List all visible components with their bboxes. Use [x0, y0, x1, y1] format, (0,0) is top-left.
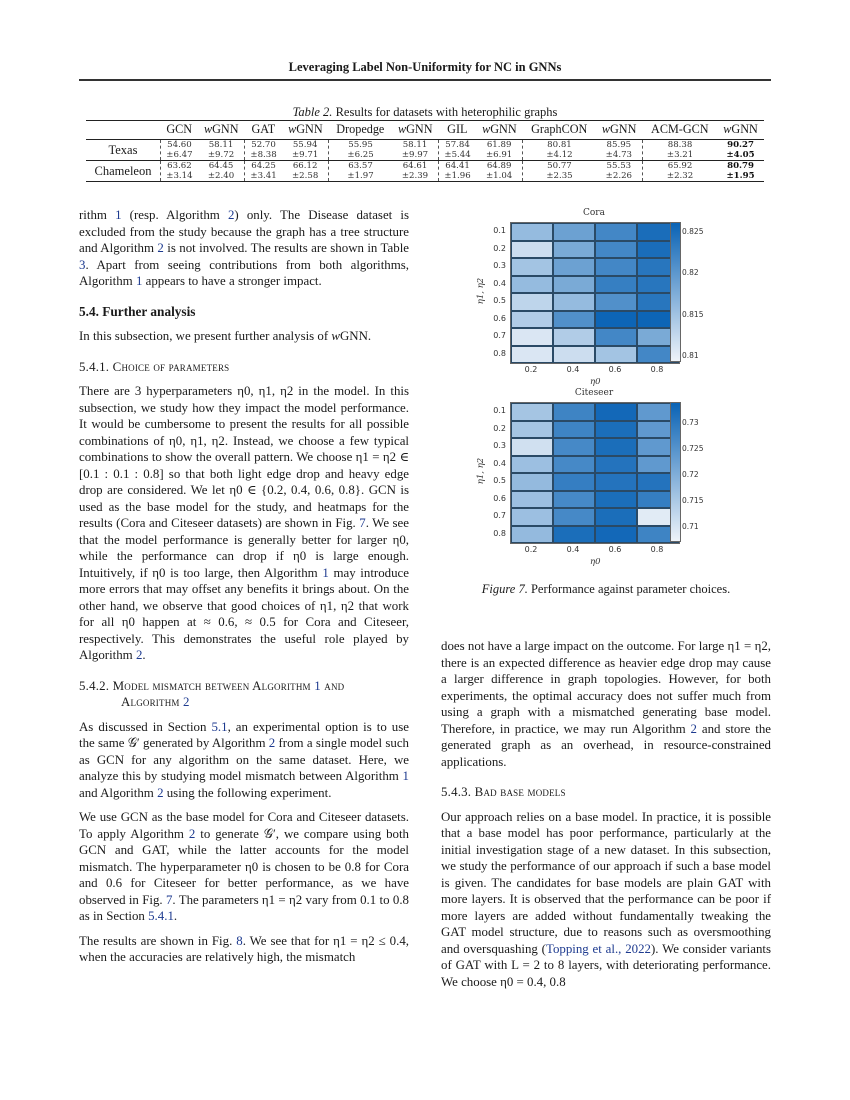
colorbar-tick: 0.725	[682, 443, 704, 453]
table-cell: 52.70 ±8.38	[245, 140, 282, 161]
heatmap-cell	[595, 328, 637, 346]
heatmap-cell	[595, 473, 637, 491]
colorbar-tick: 0.715	[682, 495, 704, 505]
heatmap-cell	[553, 438, 595, 456]
citation-link[interactable]: Topping et al., 2022	[545, 941, 651, 956]
heatmap-grid	[510, 222, 680, 364]
heatmap-cell	[511, 241, 553, 259]
ref-link[interactable]: 2	[268, 736, 276, 750]
heatmap-cell	[595, 346, 637, 364]
heatmap-cell	[553, 223, 595, 241]
y-tick: 0.1	[493, 226, 506, 235]
heatmap-grid	[510, 402, 680, 544]
colorbar-tick: 0.825	[682, 226, 704, 236]
heatmap-cell	[553, 526, 595, 544]
y-tick: 0.5	[493, 296, 506, 305]
col-header: wGNN	[723, 122, 758, 136]
ref-link[interactable]: 1	[322, 565, 329, 580]
col-header: wGNN	[601, 122, 637, 136]
x-tick: 0.2	[524, 365, 538, 374]
paragraph: There are 3 hyperparameters η0, η1, η2 in the model. In this subsection, we study how they impact the model performance. It would be cumbersome to present the results for all possible combinations of η0, η1, η2. Instead, we choose a few typical combinations to show the overall pattern. We choose η1 = η2 ∈ [0.1 : 0.1 : 0.8] so that both light edge drop and heavy edge drop are considered. We let η0 ∈ {0.2, 0.4, 0.6, 0.8}. GCN is used as the base model for the study, and heatmaps for the results (Cora and Citeseer datasets) are shown in Fig. 7. We see that the model performance is generally better for larger η0, while the performance can drop if η0 is large enough. Intuitively, if η0 is too large, then Algorithm 1 may introduce more errors that may offset any benefits it brings about. On the other hand, we observe that good choices of η1, η2 that work for all η0 happen at ≈ 0.6, ≈ 0.5 for Cora and Citeseer, respectively. This demonstrates the useful role played by Algorithm 2.	[79, 384, 409, 662]
ref-link[interactable]: 2	[183, 695, 190, 709]
table-corner	[86, 121, 161, 140]
col-header: wGNN	[482, 122, 517, 136]
table-cell: 54.60 ±6.47	[161, 140, 198, 161]
colorbar-tick: 0.815	[682, 309, 704, 319]
ref-link[interactable]: 8	[236, 933, 243, 948]
col-header: wGNN	[288, 122, 323, 136]
ref-link[interactable]: 2	[135, 648, 143, 662]
heatmap-cell	[595, 223, 637, 241]
heatmap-cell	[595, 456, 637, 474]
heatmap-cell	[511, 526, 553, 544]
paragraph: does not have a large impact on the outcome. For large η1 = η2, there is an expected difference as heavier edge drop may cause a larger difference in graph topologies. However, for both experiments, the optimal accuracy does not suffer much from using a graph with a mismatched generating base model. Therefore, in practice, we may run Algorithm 2 and store the generated graph as an overhead, in resource-constrained applications.	[441, 639, 771, 769]
heatmap-cell	[553, 456, 595, 474]
x-tick: 0.4	[566, 545, 580, 554]
heatmap-cell	[595, 438, 637, 456]
colorbar-tick: 0.73	[682, 417, 699, 427]
x-axis-label: η0	[590, 557, 601, 567]
table-cell: 64.89 ±1.04	[485, 161, 513, 181]
table-cell: 57.84 ±5.44	[439, 140, 476, 161]
colorbar-tick: 0.72	[682, 469, 699, 479]
paragraph: As discussed in Section 5.1, an experimental option is to use the same 𝒢′ generated by Algorithm 2 from a single model such as GCN for any algorithm on the same dataset. Here, we analyze this by studying model mismatch between Algorithm 1 and Algorithm 2 using the following experiment.	[79, 719, 409, 800]
table-caption	[79, 105, 771, 120]
table-row	[86, 140, 764, 161]
x-axis-label: η0	[590, 377, 601, 387]
y-tick: 0.3	[493, 261, 506, 270]
colorbar	[670, 402, 681, 542]
heatmap-cell	[595, 276, 637, 294]
ref-link[interactable]: 2	[188, 826, 196, 841]
table-cell: 80.81 ±4.12	[523, 140, 596, 161]
y-tick: 0.3	[493, 441, 506, 450]
y-tick: 0.6	[493, 493, 506, 503]
col-header: GAT	[251, 122, 276, 136]
y-tick: 0.6	[493, 313, 506, 323]
colorbar-tick: 0.81	[682, 350, 699, 360]
heatmap-cell	[511, 508, 553, 526]
ref-link[interactable]: 7	[165, 892, 173, 907]
ref-link[interactable]: 1	[115, 208, 122, 222]
ref-link[interactable]: 2	[157, 785, 164, 800]
table-row	[86, 161, 764, 182]
y-tick: 0.7	[493, 331, 506, 340]
colorbar-tick: 0.82	[682, 268, 699, 278]
ref-link[interactable]: 5.4.1	[148, 909, 174, 923]
x-tick: 0.6	[608, 365, 622, 374]
heatmap-cell	[511, 346, 553, 364]
y-tick: 0.8	[493, 348, 506, 358]
heatmap-cell	[553, 421, 595, 439]
heatmap-cell	[595, 421, 637, 439]
y-tick: 0.1	[493, 406, 506, 415]
ref-link[interactable]: 2	[227, 208, 235, 222]
paragraph: In this subsection, we present further analysis of wGNN.	[79, 329, 372, 343]
ref-link[interactable]: 5.1	[211, 719, 228, 734]
ref-link[interactable]: 2	[690, 721, 697, 736]
col-header: ACM-GCN	[651, 122, 709, 136]
heatmap-title: Citeseer	[574, 388, 614, 398]
table-header-row	[86, 121, 764, 140]
table-caption-label: Table 2.	[292, 105, 333, 119]
y-axis-label: η1, η2	[476, 457, 487, 485]
heatmap-cell	[511, 293, 553, 311]
heatmap-cell	[553, 311, 595, 329]
heatmap-cell	[511, 491, 553, 509]
heatmap-cell	[595, 311, 637, 329]
heatmap-cell	[553, 293, 595, 311]
ref-link[interactable]: 3	[79, 257, 86, 272]
table-cell: 90.27 ±4.05	[726, 140, 755, 160]
y-tick: 0.2	[493, 423, 506, 433]
table-caption-text: Results for datasets with heterophilic graphs	[332, 105, 558, 119]
heatmap-cell	[511, 258, 553, 276]
table-cell: 80.79 ±1.95	[726, 161, 755, 181]
x-tick: 0.4	[566, 365, 580, 374]
heatmap-cell	[595, 491, 637, 509]
heatmap-cell	[511, 276, 553, 294]
results-table	[86, 120, 764, 182]
heatmap-cell	[595, 508, 637, 526]
heatmap-cell	[553, 241, 595, 259]
x-tick: 0.8	[650, 545, 664, 554]
y-tick: 0.7	[493, 511, 506, 520]
heatmap-cell	[553, 508, 595, 526]
y-tick: 0.8	[493, 528, 506, 538]
y-tick: 0.5	[493, 476, 506, 485]
table-cell: 85.95 ±4.73	[605, 140, 633, 160]
heatmap-cell	[595, 293, 637, 311]
table-cell: 88.38 ±3.21	[642, 140, 717, 161]
heatmap-cell	[553, 346, 595, 364]
subsection-heading: 5.4.1. Choice of parameters	[79, 359, 230, 374]
heatmap-cell	[553, 258, 595, 276]
section-heading: 5.4. Further analysis	[79, 303, 196, 319]
paragraph: Our approach relies on a base model. In practice, it is possible that a base model has poor performance, particularly at the initial investigation stage of a new dataset. In this subsection, we study the performance of our approach if such a base model is given. The candidates for base models are plain GAT with more layers. It is observed that the performance can be poor if more layers are added without fundamentally tweaking the GAT model structure, due to reasons such as oversmoothing and oversquashing (Topping et al., 2022). We consider variants of GAT with L = 2 to 8 layers, with deteriorating performance. We choose η0 = 0.4, 0.8	[441, 809, 771, 989]
subsection-heading: 5.4.2. Model mismatch between Algorithm 1 and Algorithm 2	[79, 678, 345, 709]
x-tick: 0.6	[608, 545, 622, 554]
heatmap-cell	[553, 328, 595, 346]
table-cell: 58.11 ±9.72	[207, 140, 235, 160]
heatmap-cell	[553, 473, 595, 491]
header-rule	[79, 79, 771, 81]
heatmap-cell	[553, 491, 595, 509]
table-cell: 61.89 ±6.91	[485, 140, 513, 160]
heatmap-cell	[511, 473, 553, 491]
table-cell: 66.12 ±2.58	[291, 161, 319, 181]
col-header: GraphCON	[531, 122, 588, 136]
table-cell: 64.61 ±2.39	[401, 161, 429, 181]
col-header: wGNN	[203, 122, 239, 136]
right-column	[441, 638, 771, 998]
colorbar	[670, 222, 681, 362]
y-tick: 0.2	[493, 243, 506, 253]
colorbar-tick: 0.71	[682, 521, 699, 531]
table-cell: 64.25 ±3.41	[245, 161, 282, 182]
ref-link[interactable]: 7	[359, 516, 366, 530]
heatmap-cell	[511, 223, 553, 241]
ref-link[interactable]: 2	[157, 241, 164, 255]
col-header: wGNN	[397, 122, 433, 136]
row-label: Texas	[108, 142, 138, 157]
heatmap-cell	[595, 241, 637, 259]
heatmap-title: Cora	[583, 208, 605, 218]
table-cell: 64.45 ±2.40	[207, 161, 235, 181]
heatmap-cell	[595, 526, 637, 544]
paragraph: The results are shown in Fig. 8. We see that for η1 = η2 ≤ 0.4, when the accuracies are relatively high, the mismatch	[79, 933, 409, 964]
running-title: Leveraging Label Non-Uniformity for NC in GNNs	[288, 60, 562, 74]
y-tick: 0.4	[493, 458, 506, 468]
table-cell: 55.94 ±9.71	[291, 140, 319, 160]
x-tick: 0.8	[650, 365, 664, 374]
y-tick: 0.4	[493, 278, 506, 288]
col-header: GIL	[447, 122, 468, 136]
heatmap-cell	[595, 258, 637, 276]
table-cell: 63.57 ±1.97	[329, 161, 392, 182]
table-cell: 58.11 ±9.97	[401, 140, 429, 160]
heatmap-cell	[511, 421, 553, 439]
heatmap-cell	[553, 403, 595, 421]
table-cell: 50.77 ±2.35	[523, 161, 596, 182]
heatmap-cell	[595, 403, 637, 421]
heatmap-cell	[553, 276, 595, 294]
col-header: Dropedge	[336, 122, 385, 136]
subsection-heading: 5.4.3. Bad base models	[441, 785, 566, 799]
x-tick: 0.2	[524, 545, 538, 554]
ref-link[interactable]: 1	[135, 274, 143, 288]
heatmap-cell	[511, 403, 553, 421]
left-column	[79, 207, 409, 974]
table-cell: 63.62 ±3.14	[161, 161, 198, 182]
paragraph: rithm 1 (resp. Algorithm 2) only. The Disease dataset is excluded from the study because the graph has a tree structure and Algorithm 2 is not involved. The results are shown in Table 3. Apart from seeing contributions from both algorithms, Algorithm 1 appears to have a stronger impact.	[79, 208, 409, 288]
paragraph: We use GCN as the base model for Cora and Citeseer datasets. To apply Algorithm 2 to generate 𝒢′, we compare using both GCN and GAT, while the latter accounts for the model mismatch. The hyperparameter η0 is chosen to be 0.8 for Cora and 0.6 for Citeseer for better performance, as we have observed in Fig. 7. The parameters η1 = η2 vary from 0.1 to 0.8 as in Section 5.4.1.	[79, 810, 409, 923]
y-axis-label: η1, η2	[476, 277, 487, 305]
table-cell: 55.53 ±2.26	[605, 161, 633, 181]
table-cell: 65.92 ±2.32	[642, 161, 717, 182]
ref-link[interactable]: 1	[314, 678, 321, 693]
heatmap-cell	[511, 328, 553, 346]
heatmap-cell	[511, 438, 553, 456]
table-cell: 55.95 ±6.25	[329, 140, 392, 161]
col-header: GCN	[166, 122, 193, 136]
heatmap-cell	[511, 456, 553, 474]
ref-link[interactable]: 1	[402, 769, 409, 783]
heatmap-cell	[511, 311, 553, 329]
row-label: Chameleon	[94, 163, 152, 178]
figure-caption: Figure 7. Performance against parameter choices.	[481, 582, 731, 596]
table-cell: 64.41 ±1.96	[439, 161, 476, 182]
